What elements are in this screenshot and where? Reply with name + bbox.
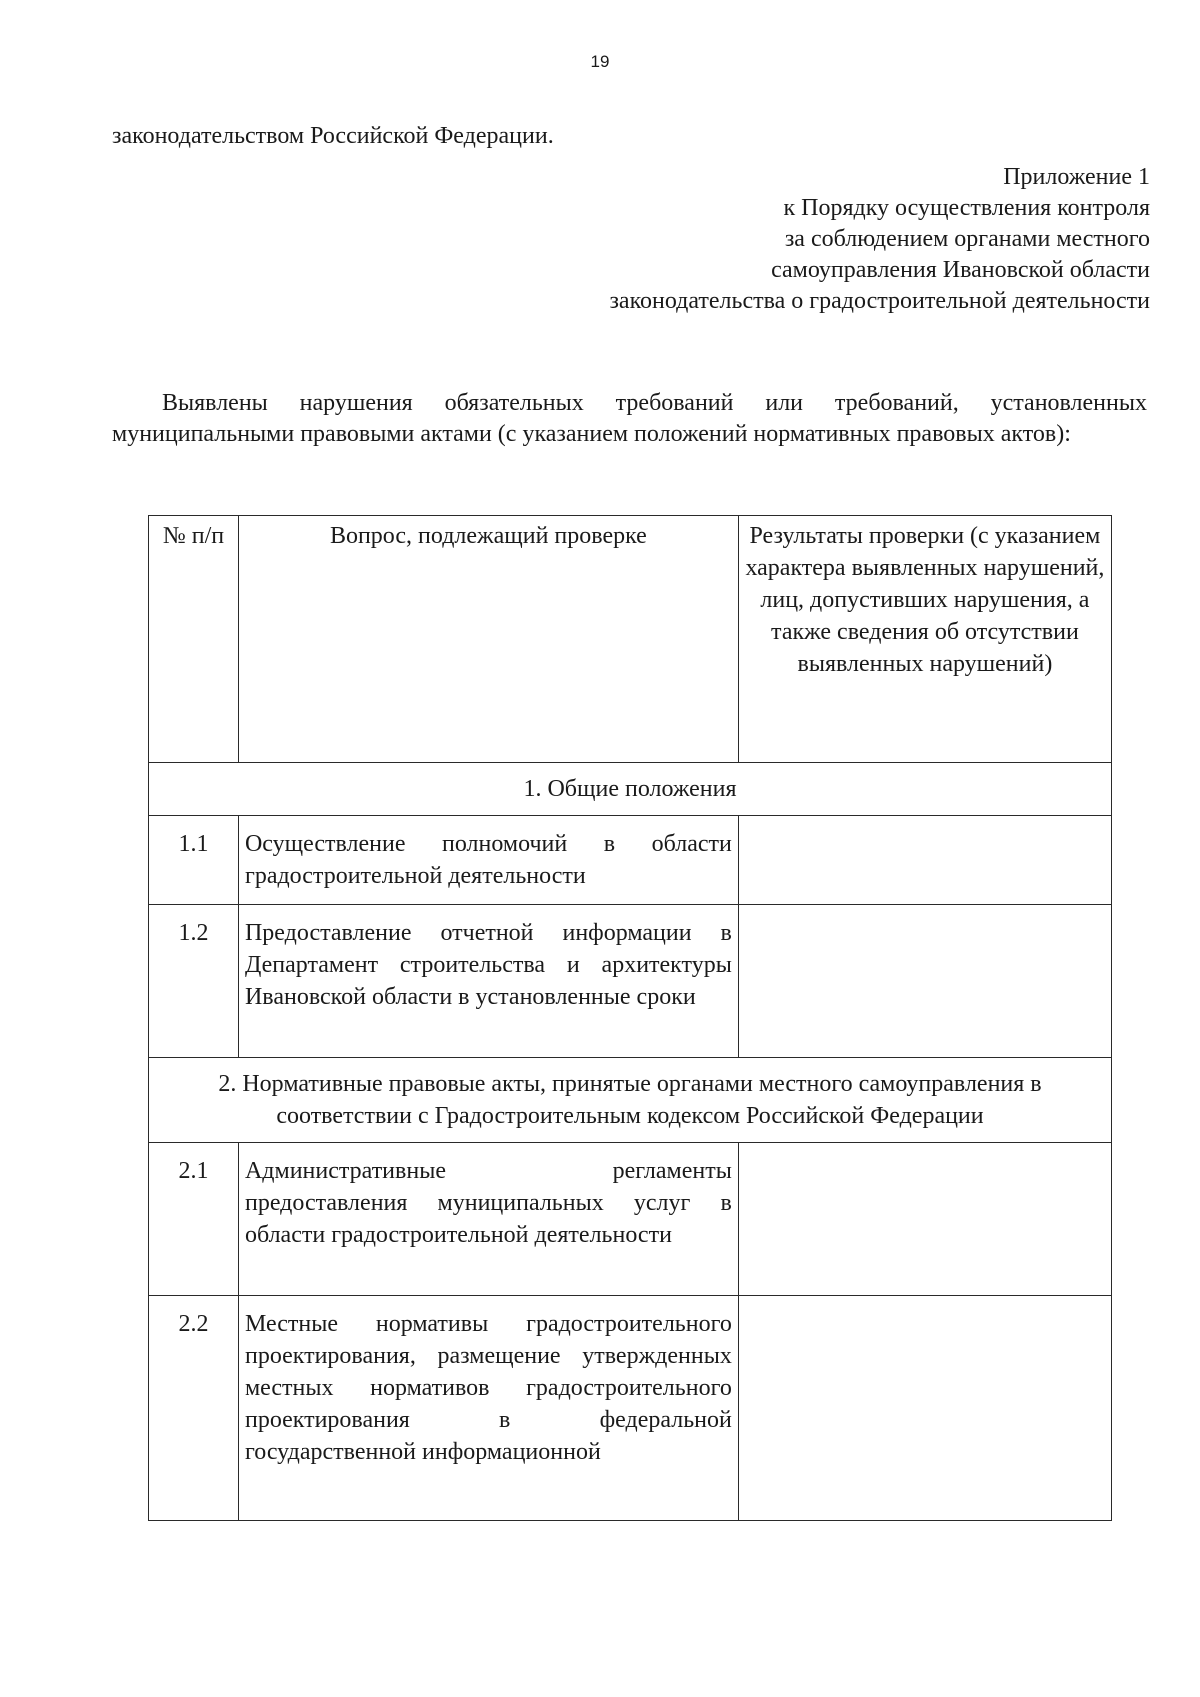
inspection-table [148, 515, 1112, 1521]
section-title: 2. Нормативные правовые акты, принятые органами местного самоуправления в соответствии с Градостроительным кодексом Российской Федерации [149, 1058, 1112, 1143]
table-header-row [149, 516, 1112, 763]
table-row [149, 816, 1112, 905]
appendix-line: Приложение 1 [1003, 164, 1150, 190]
row-num: 2.2 [149, 1296, 239, 1521]
row-question: Предоставление отчетной информации в Департамент строительства и архитектуры Ивановской области в установленные сроки [238, 905, 738, 1058]
row-question: Местные нормативы градостроительного проектирования, размещение утвержденных местных нормативов градостроительного проектирования в федеральной государственной информационной [238, 1296, 738, 1521]
table-section-row [149, 1058, 1112, 1143]
table-row [149, 1296, 1112, 1521]
violations-paragraph: Выявлены нарушения обязательных требований или требований, установленных муниципальными правовыми актами (с указанием положений нормативных правовых актов): [112, 390, 1147, 447]
appendix-line: за соблюдением органами местного [784, 226, 1150, 252]
row-num: 1.1 [149, 816, 239, 905]
header-result: Результаты проверки (с указанием характера выявленных нарушений, лиц, допустивших нарушения, а также сведения об отсутствии выявленных нарушений) [738, 516, 1111, 763]
header-question: Вопрос, подлежащий проверке [238, 516, 738, 763]
appendix-line: самоуправления Ивановской области [771, 257, 1150, 283]
row-result [738, 905, 1111, 1058]
row-num: 1.2 [149, 905, 239, 1058]
row-question: Осуществление полномочий в области градостроительной деятельности [238, 816, 738, 905]
page-number: 19 [590, 52, 610, 71]
appendix-line: законодательства о градостроительной деятельности [609, 288, 1150, 314]
header-num: № п/п [149, 516, 239, 763]
table-row [149, 1143, 1112, 1296]
row-num: 2.1 [149, 1143, 239, 1296]
table-section-row [149, 763, 1112, 816]
appendix-heading [450, 162, 1150, 317]
row-result [738, 1143, 1111, 1296]
row-result [738, 816, 1111, 905]
section-title: 1. Общие положения [149, 763, 1112, 816]
appendix-line: к Порядку осуществления контроля [783, 195, 1150, 221]
row-result [738, 1296, 1111, 1521]
table-row [149, 905, 1112, 1058]
intro-text: законодательством Российской Федерации. [112, 123, 554, 149]
row-question: Административные регламенты предоставления муниципальных услуг в области градостроительной деятельности [238, 1143, 738, 1296]
